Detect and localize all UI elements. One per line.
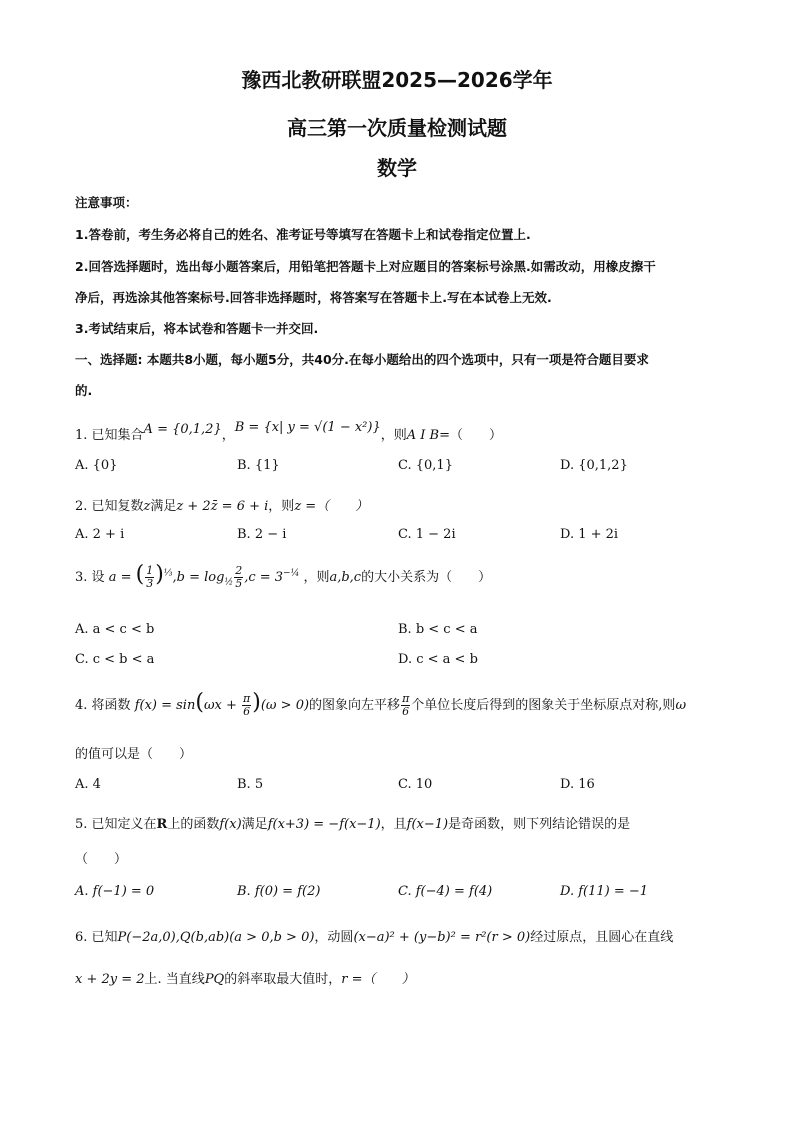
- q4-mid2: 个单位长度后得到的图象关于坐标原点对称,则: [411, 698, 676, 713]
- q3-option-d: D. c < a < b: [398, 652, 478, 667]
- q3-suffix: ，则: [303, 570, 330, 585]
- q3-prefix: 3. 设: [75, 570, 105, 585]
- q5-option-b: B. f(0) = f(2): [237, 884, 321, 899]
- q5-mid2: 满足: [241, 817, 268, 832]
- q4-option-a: A. 4: [75, 777, 101, 792]
- q6-mid: ，动圆: [314, 930, 354, 945]
- q4-option-d: D. 16: [560, 777, 595, 792]
- q4-option-b: B. 5: [237, 777, 264, 792]
- q2-equation: z + 2z̄ = 6 + i: [176, 499, 269, 514]
- q5-mid: 上的函数: [167, 817, 220, 832]
- exam-subtitle: 高三第一次质量检测试题: [287, 116, 507, 140]
- q3-option-b: B. b < c < a: [398, 622, 478, 637]
- exam-header-title: 豫西北教研联盟2025—2026学年: [241, 68, 553, 92]
- q2-tail: z =（ ）: [294, 499, 369, 514]
- q5-option-c: C. f(−4) = f(4): [398, 884, 493, 899]
- q2-option-a: A. 2 + i: [75, 527, 125, 542]
- q3-vars: a,b,c: [329, 570, 362, 585]
- q6-r: r =（ ）: [341, 972, 415, 987]
- notice-item-3: 3.考试结束后，将本试卷和答题卡一并交回.: [75, 321, 319, 336]
- q2-option-c: C. 1 − 2i: [398, 527, 456, 542]
- q6-line: x + 2y = 2: [75, 972, 145, 987]
- q5-fx1: f(x−1): [406, 817, 449, 832]
- question-3: [75, 562, 491, 590]
- question-5: [75, 813, 630, 832]
- q1-option-d: D. {0,1,2}: [560, 458, 628, 473]
- q1-comma: ，: [221, 428, 235, 443]
- q6-prefix: 6. 已知: [75, 930, 118, 945]
- q1-prefix: 1. 已知集合: [75, 428, 144, 443]
- q5-equation: f(x+3) = −f(x−1): [267, 817, 381, 832]
- question-1: [75, 420, 502, 443]
- q5-tail: 是奇函数，则下列结论错误的是: [448, 817, 631, 832]
- q1-option-b: B. {1}: [237, 458, 280, 473]
- notice-heading: 注意事项：: [75, 195, 138, 210]
- q5-real-set: R: [156, 817, 168, 832]
- q1-option-a: A. {0}: [75, 458, 118, 473]
- q5-prefix: 5. 已知定义在: [75, 817, 157, 832]
- q3-option-c: C. c < b < a: [75, 652, 155, 667]
- q5-option-d: D. f(11) = −1: [560, 884, 649, 899]
- q3-tail: 的大小关系为（ ）: [361, 570, 492, 585]
- q4-line2: 的值可以是（ ）: [75, 747, 193, 762]
- q2-suffix: ，则: [268, 499, 295, 514]
- q1-set-a: A = {0,1,2}: [143, 422, 222, 437]
- q6-circle: (x−a)² + (y−b)² = r²(r > 0): [353, 930, 531, 945]
- q2-z: z: [143, 499, 151, 514]
- q3-formula: a = ( $\frac{1}{3}$ )$^{\frac{1}{3}},b = \log_{\frac{1}{2}}$ $\frac{2}{5}$ $,c = 3^{-\frac{1}{4}}$: [108, 562, 300, 590]
- q2-prefix: 2. 已知复数: [75, 499, 144, 514]
- q4-function: f(x) = sin(ωx + $\frac{\pi}{6}$ )(ω > 0): [134, 690, 310, 718]
- q4-option-c: C. 10: [398, 777, 433, 792]
- q2-mid: 满足: [150, 499, 177, 514]
- q6-points: P(−2a,0),Q(b,ab)(a > 0,b > 0): [117, 930, 315, 945]
- q1-set-b: B = {x| y = √(1 − x²)}: [234, 420, 381, 435]
- q4-omega: ω: [675, 698, 687, 713]
- q5-mid3: ，且: [380, 817, 407, 832]
- question-6: [75, 926, 673, 945]
- q1-option-c: C. {0,1}: [398, 458, 453, 473]
- q6-tail2: 的斜率取最大值时，: [224, 972, 342, 987]
- q5-fx: f(x): [219, 817, 242, 832]
- q5-option-a: A. f(−1) = 0: [75, 884, 155, 899]
- q6-mid2: 上. 当直线: [144, 972, 205, 987]
- q4-shift: $\frac{\pi}{6}$: [402, 692, 410, 718]
- q4-mid: 的图象向左平移: [309, 698, 401, 713]
- q6-tail: 经过原点，且圆心在直线: [530, 930, 674, 945]
- section-instruction: 一、选择题: 本题共8小题，每小题5分，共40分.在每小题给出的四个选项中，只有一项是符合题目要求: [75, 352, 649, 367]
- q2-option-b: B. 2 − i: [237, 527, 287, 542]
- q6-pq: PQ: [204, 972, 225, 987]
- q1-expr: A I B: [406, 428, 440, 443]
- section-instruction-cont: 的.: [75, 383, 93, 398]
- notice-item-1: 1.答卷前，考生务必将自己的姓名、准考证号等填写在答题卡上和试卷指定位置上.: [75, 227, 531, 242]
- q5-line2: （ ）: [75, 852, 128, 867]
- notice-item-2a: 2.回答选择题时，选出每小题答案后，用铅笔把答题卡上对应题目的答案标号涂黑.如需改动，用橡皮擦干: [75, 259, 656, 274]
- exam-subject: 数学: [377, 156, 417, 180]
- q2-option-d: D. 1 + 2i: [560, 527, 619, 542]
- q1-tail: =（ ）: [439, 428, 502, 443]
- question-6-line2: [75, 968, 414, 987]
- question-4: [75, 690, 686, 718]
- q1-suffix: ，则: [380, 428, 407, 443]
- q3-option-a: A. a < c < b: [75, 622, 155, 637]
- q4-prefix: 4. 将函数: [75, 698, 131, 713]
- notice-item-2b: 净后，再选涂其他答案标号.回答非选择题时，将答案写在答题卡上.写在本试卷上无效.: [75, 290, 552, 305]
- question-2: [75, 495, 368, 514]
